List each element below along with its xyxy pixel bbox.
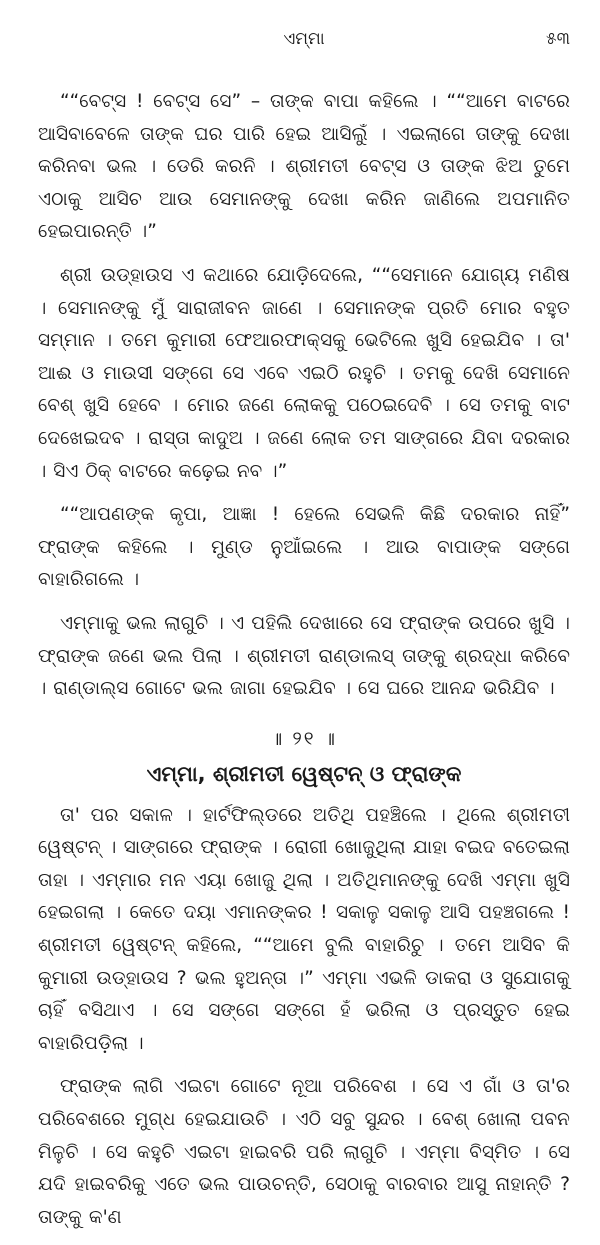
paragraph: ““ଆପଣଙ୍କ କୃପା, ଆଜ୍ଞା ! ହେଲେ ସେଭଳି କିଛି ଦରକାର ନାହିଁ” ଫ୍ରାଙ୍କ କହିଲେ । ମୁଣ୍ଡ ନୁଆଁଇଲେ । ଆଉ ବାପାଙ୍କ ସଙ୍ଗେ ବାହାରିଗଲେ । xyxy=(38,504,570,591)
running-title: ଏମ୍ମା xyxy=(283,29,325,49)
chapter-title: ଏମ୍ମା, ଶ୍ରୀମତୀ ୱେଷ୍ଟନ୍ ଓ ଫ୍ରାଙ୍କ xyxy=(146,761,462,786)
page-header xyxy=(38,26,570,52)
paragraph: ତା' ପର ସକାଳ । ହାର୍ଟଫିଲ୍ଡରେ ଅତିଥି ପହଞ୍ଚିଲେ । ଥିଲେ ଶ୍ରୀମତୀ ୱେଷ୍ଟନ୍ । ସାଙ୍ଗରେ ଫ୍ରାଙ୍କ । ରୋଗୀ ଖୋଜୁଥିଲା ଯାହା ବଇଦ ବତେଇଲା ତାହା । ଏମ୍ମାର ମନ ଏୟା ଖୋଜୁ ଥିଲା । ଅତିଥିମାନଙ୍କୁ ଦେଖି ଏମ୍ମା ଖୁସି ହେଇଗଲା । କେତେ ଦୟା ଏମାନଙ୍କର ! ସକାଳୁ ସକାଳୁ ଆସି ପହଞ୍ଚଗଲେ ! ଶ୍ରୀମତୀ ୱେଷ୍ଟନ୍ କହିଲେ, ““ଆମେ ବୁଲି ବାହାରିଚୁ । ତମେ ଆସିବ କି କୁମାରୀ ଉଡ୍‌ହାଉସ ? ଭଲ ହୁଅନ୍ତା ।” ଏମ୍ମା ଏଭଳି ଡାକରା ଓ ସୁଯୋଗକୁ ଚାହିଁ ବସିଥାଏ । ସେ ସଙ୍ଗେ ସଙ୍ଗେ ହଁ ଭରିଲା ଓ ପ୍ରସ୍ତୁତ ହେଇ ବାହାରିପଡ଼ିଲା । xyxy=(38,804,570,1054)
paragraph: ଶ୍ରୀ ଉଡ୍‌ହାଉସ ଏ କଥାରେ ଯୋଡ଼ିଦେଲେ, ““ସେମାନେ ଯୋଗ୍ୟ ମଣିଷ । ସେମାନଙ୍କୁ ମୁଁ ସାରାଜୀବନ ଜାଣେ । ସେମାନଙ୍କ ପ୍ରତି ମୋର ବହୁତ ସମ୍ମାନ । ତମେ କୁମାରୀ ଫେଆରଫାକ୍ସକୁ ଭେଟିଲେ ଖୁସି ହେଇଯିବ । ତା' ଆଈ ଓ ମାଉସୀ ସଙ୍ଗେ ସେ ଏବେ ଏଇଠି ରହୁଚି । ତମକୁ ଦେଖି ସେମାନେ ବେଶ୍ ଖୁସି ହେବେ । ମୋର ଜଣେ ଲୋକକୁ ପଠେଇଦେବି । ସେ ତମକୁ ବାଟ ଦେଖେଇଦବ । ରାସ୍ତା କାଦୁଅ । ଜଣେ ଲୋକ ତମ ସାଙ୍ଗରେ ଯିବା ଦରକାର । ସିଏ ଠିକ୍ ବାଟରେ କଢ଼େଇ ନବ ।” xyxy=(38,264,570,482)
page-number: ୫୩ xyxy=(546,29,570,49)
paragraph: ଏମ୍ମାକୁ ଭଲ ଲାଗୁଚି । ଏ ପହିଲି ଦେଖାରେ ସେ ଫ୍ରାଙ୍କ ଉପରେ ଖୁସି । ଫ୍ରାଙ୍କ ଜଣେ ଭଲ ପିଲା । ଶ୍ରୀମତୀ ରାଣ୍ଡାଲସ୍ ତାଙ୍କୁ ଶ୍ରଦ୍ଧା କରିବେ । ରାଣ୍ଡାଲ୍ସ ଗୋଟେ ଭଲ ଜାଗା ହେଇଯିବ । ସେ ଘରେ ଆନନ୍ଦ ଭରିଯିବ । xyxy=(38,612,570,700)
chapter-number: ॥ ୨୧ ॥ xyxy=(271,727,337,750)
paragraph: ଫ୍ରାଙ୍କ ଲାଗି ଏଇଟା ଗୋଟେ ନୂଆ ପରିବେଶ । ସେ ଏ ଗାଁ ଓ ତା'ର ପରିବେଶରେ ମୁଗ୍ଧ ହେଇଯାଉଚି । ଏଠି ସବୁ ସୁନ୍ଦର । ବେଶ୍ ଖୋଲା ପବନ ମିଳୁଚି । ସେ କହୁଚି ଏଇଟା ହାଇବରି ପରି ଲାଗୁଚି । ଏମ୍ମା ବିସ୍ମିତ । ସେ ଯଦି ହାଇବରିକୁ ଏତେ ଭଲ ପାଉଚନ୍ତି, ସେଠାକୁ ବାରବାର ଆସୁ ନାହାନ୍ତି ? ତାଙ୍କୁ କ'ଣ xyxy=(38,1076,570,1228)
paragraph: ““ବେଟ୍ସ ! ବେଟ୍ସ ସେ” – ତାଙ୍କ ବାପା କହିଲେ । ““ଆମେ ବାଟରେ ଆସିବାବେଳେ ତାଙ୍କ ଘର ପାରି ହେଇ ଆସିଲୁଁ । ଏଇଲାଗେ ତାଙ୍କୁ ଦେଖା କରିନବା ଭଲ । ଡେରି କରନି । ଶ୍ରୀମତୀ ବେଟ୍ସ ଓ ତାଙ୍କ ଝିଅ ତୁମେ ଏଠାକୁ ଆସିଚ ଆଉ ସେମାନଙ୍କୁ ଦେଖା କରିନ ଜାଣିଲେ ଅପମାନିତ ହେଇପାରନ୍ତି ।” xyxy=(38,91,570,243)
body-text xyxy=(38,86,570,1245)
